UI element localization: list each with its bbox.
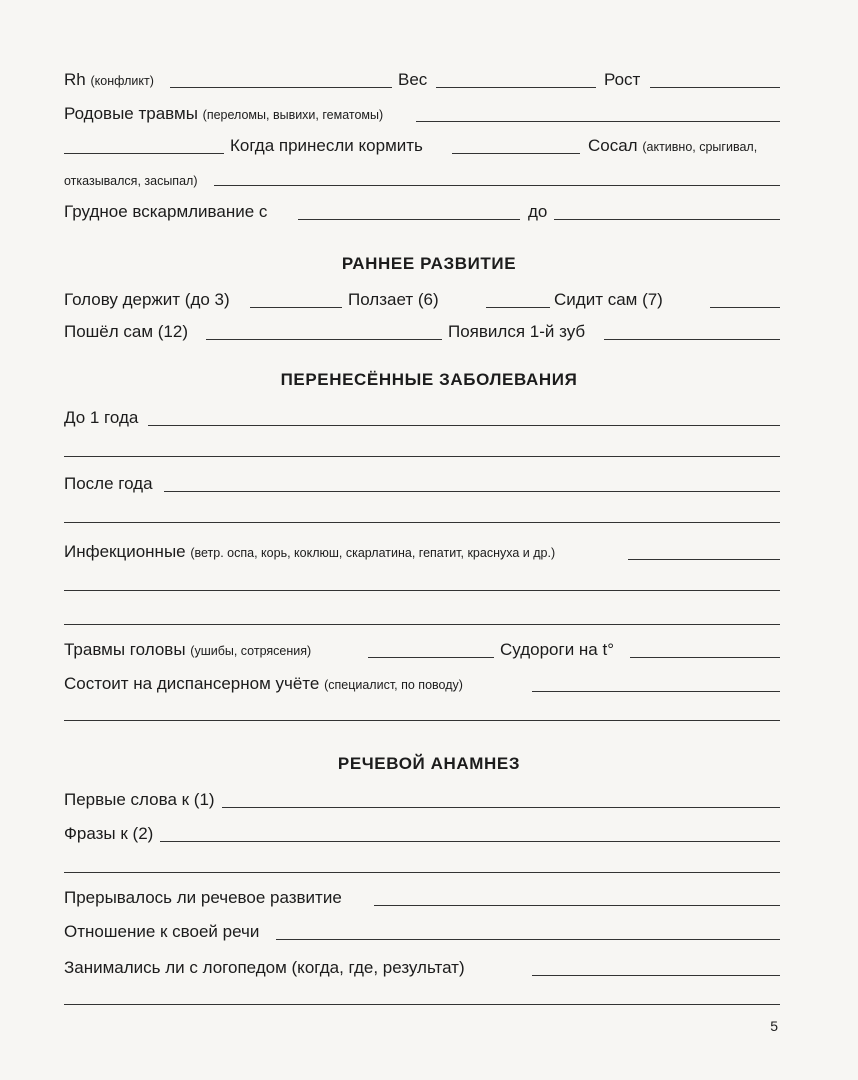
phrases-row xyxy=(64,822,780,846)
breastfeeding-row xyxy=(64,200,780,224)
diseases-heading: ПЕРЕНЕСЁННЫЕ ЗАБОЛЕВАНИЯ xyxy=(280,370,578,389)
sucking-note-row xyxy=(64,166,780,190)
before-one-row xyxy=(64,406,780,430)
before-one-label: До 1 года xyxy=(64,408,139,427)
early-development-heading: РАННЕЕ РАЗВИТИЕ xyxy=(341,254,517,273)
dispensary-row xyxy=(64,672,780,696)
attitude-label: Отношение к своей речи xyxy=(64,922,260,941)
infectious-field-line-2[interactable] xyxy=(64,590,780,591)
birth-injuries-field-cont[interactable] xyxy=(64,153,224,154)
holds-head-field[interactable] xyxy=(250,307,342,308)
interrupted-field[interactable] xyxy=(374,905,780,906)
speech-therapist-field-line-2[interactable] xyxy=(64,1004,780,1005)
seizures-field[interactable] xyxy=(630,657,780,658)
holds-head-label: Голову держит (до 3) xyxy=(64,290,230,309)
breastfeeding-until-label: до xyxy=(528,202,548,221)
dispensary-field[interactable] xyxy=(532,691,780,692)
page-number: 5 xyxy=(770,1018,778,1034)
head-injuries-row xyxy=(64,638,780,662)
speech-therapist-label: Занимались ли с логопедом (когда, где, результат) xyxy=(64,958,465,977)
interrupted-label: Прерывалось ли речевое развитие xyxy=(64,888,342,907)
speech-therapist-row xyxy=(64,956,780,980)
first-feeding-label: Когда принесли кормить xyxy=(230,136,423,155)
first-words-field[interactable] xyxy=(222,807,780,808)
rh-weight-height-row xyxy=(64,68,780,92)
phrases-field-line-2[interactable] xyxy=(64,872,780,873)
infectious-field-line-3[interactable] xyxy=(64,624,780,625)
after-one-field[interactable] xyxy=(164,491,780,492)
rh-label: Rh (конфликт) xyxy=(64,70,154,89)
walks-field[interactable] xyxy=(206,339,442,340)
breastfeeding-from-field[interactable] xyxy=(298,219,520,220)
first-tooth-label: Появился 1-й зуб xyxy=(448,322,586,341)
sucking-label: Сосал (активно, срыгивал, xyxy=(588,136,758,155)
crawls-field[interactable] xyxy=(486,307,550,308)
before-one-field-line-2[interactable] xyxy=(64,456,780,457)
speech-therapist-field[interactable] xyxy=(532,975,780,976)
first-feeding-field[interactable] xyxy=(452,153,580,154)
after-one-field-line-2[interactable] xyxy=(64,522,780,523)
speech-heading: РЕЧЕВОЙ АНАМНЕЗ xyxy=(337,754,521,773)
attitude-field[interactable] xyxy=(276,939,780,940)
head-injuries-field[interactable] xyxy=(368,657,494,658)
crawls-label: Ползает (6) xyxy=(348,290,439,309)
dispensary-field-line-2[interactable] xyxy=(64,720,780,721)
after-one-label: После года xyxy=(64,474,153,493)
infectious-row xyxy=(64,540,780,564)
early-milestones-row-2 xyxy=(64,320,780,344)
phrases-label: Фразы к (2) xyxy=(64,824,154,843)
sucking-note-cont: отказывался, засыпал) xyxy=(64,174,198,188)
interrupted-row xyxy=(64,886,780,910)
first-words-row xyxy=(64,788,780,812)
breastfeeding-until-field[interactable] xyxy=(554,219,780,220)
infectious-label: Инфекционные (ветр. оспа, корь, коклюш, скарлатина, гепатит, краснуха и др.) xyxy=(64,542,556,561)
feeding-row xyxy=(64,134,780,158)
height-label: Рост xyxy=(604,70,641,89)
dispensary-label: Состоит на диспансерном учёте (специалист, по поводу) xyxy=(64,674,463,693)
first-words-label: Первые слова к (1) xyxy=(64,790,215,809)
sits-field[interactable] xyxy=(710,307,780,308)
walks-label: Пошёл сам (12) xyxy=(64,322,189,341)
seizures-label: Судороги на t° xyxy=(500,640,615,659)
birth-injuries-row xyxy=(64,102,780,126)
sits-label: Сидит сам (7) xyxy=(554,290,663,309)
birth-injuries-field[interactable] xyxy=(416,121,780,122)
early-milestones-row-1 xyxy=(64,288,780,312)
infectious-field[interactable] xyxy=(628,559,780,560)
height-field[interactable] xyxy=(650,87,780,88)
attitude-row xyxy=(64,920,780,944)
breastfeeding-label: Грудное вскармливание с xyxy=(64,202,268,221)
before-one-field[interactable] xyxy=(148,425,780,426)
sucking-field[interactable] xyxy=(214,185,780,186)
head-injuries-label: Травмы головы (ушибы, сотрясения) xyxy=(64,640,312,659)
weight-field[interactable] xyxy=(436,87,596,88)
birth-injuries-label: Родовые травмы (переломы, вывихи, гематомы) xyxy=(64,104,384,123)
after-one-row xyxy=(64,472,780,496)
rh-field[interactable] xyxy=(170,87,392,88)
first-tooth-field[interactable] xyxy=(604,339,780,340)
phrases-field[interactable] xyxy=(160,841,780,842)
weight-label: Вес xyxy=(398,70,428,89)
